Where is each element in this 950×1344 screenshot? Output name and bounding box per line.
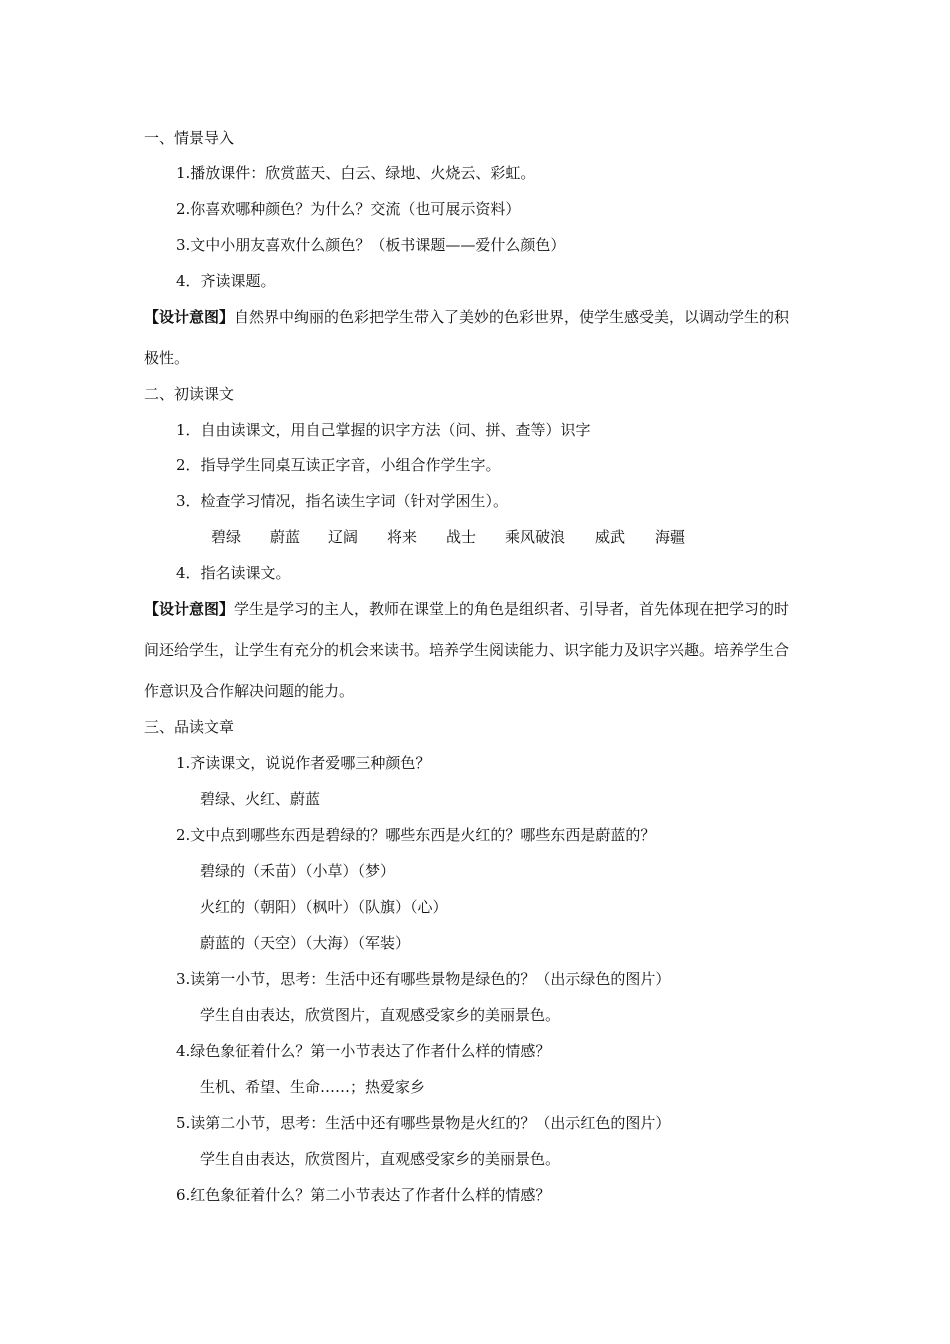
design-intent-2 [144, 599, 789, 619]
list-item: 4．齐读课题。 [176, 272, 276, 290]
list-item: 1.齐读课文，说说作者爱哪三种颜色？ [176, 754, 431, 772]
list-item: 6.红色象征着什么？第二小节表达了作者什么样的情感？ [176, 1186, 551, 1204]
design-intent-label: 【设计意图】 [144, 308, 235, 326]
list-item: 2.文中点到哪些东西是碧绿的？哪些东西是火红的？哪些东西是蔚蓝的？ [176, 826, 656, 844]
vocab-word: 辽阔 [328, 528, 359, 546]
list-item: 1．自由读课文，用自己掌握的识字方法（问、拼、查等）识字 [176, 421, 591, 439]
list-item: 4.绿色象征着什么？第一小节表达了作者什么样的情感？ [176, 1042, 551, 1060]
vocab-word: 战士 [446, 528, 477, 546]
design-intent-1 [144, 307, 789, 327]
answer-line: 蔚蓝的（天空）（大海）（军装） [200, 934, 411, 952]
answer-line: 生机、希望、生命……；热爱家乡 [200, 1078, 426, 1096]
list-item: 3.文中小朋友喜欢什么颜色？（板书课题——爱什么颜色） [176, 236, 566, 254]
answer-line: 碧绿的（禾苗）（小草）（梦） [200, 862, 396, 880]
answer-line: 碧绿、火红、蔚蓝 [200, 790, 321, 808]
list-item: 4．指名读课文。 [176, 564, 291, 582]
list-item: 1.播放课件：欣赏蓝天、白云、绿地、火烧云、彩虹。 [176, 164, 536, 182]
list-item: 2．指导学生同桌互读正字音，小组合作学生字。 [176, 456, 501, 474]
section-heading-2: 二、初读课文 [144, 385, 235, 403]
design-intent-text: 极性。 [144, 349, 190, 367]
list-item: 3．检查学习情况，指名读生字词（针对学困生）。 [176, 492, 509, 510]
vocab-word: 海疆 [655, 528, 686, 546]
answer-line: 火红的（朝阳）（枫叶）（队旗）（心） [200, 898, 448, 916]
design-intent-text: 间还给学生，让学生有充分的机会来读书。培养学生阅读能力、识字能力及识字兴趣。培养学生合 [144, 641, 790, 659]
section-heading-3: 三、品读文章 [144, 718, 235, 736]
vocab-word: 蔚蓝 [270, 528, 301, 546]
design-intent-text: 自然界中绚丽的色彩把学生带入了美妙的色彩世界，使学生感受美，以调动学生的积 [234, 308, 790, 326]
design-intent-text: 作意识及合作解决问题的能力。 [144, 682, 355, 700]
design-intent-text: 学生是学习的主人，教师在课堂上的角色是组织者、引导者，首先体现在把学习的时 [234, 600, 790, 618]
vocab-word: 将来 [387, 528, 418, 546]
list-item: 3.读第一小节，思考：生活中还有哪些景物是绿色的？（出示绿色的图片） [176, 970, 671, 988]
list-item: 2.你喜欢哪种颜色？为什么？交流（也可展示资料） [176, 200, 521, 218]
section-heading-1: 一、情景导入 [144, 129, 235, 147]
vocab-word: 碧绿 [211, 528, 242, 546]
design-intent-label: 【设计意图】 [144, 600, 235, 618]
list-item: 5.读第二小节，思考：生活中还有哪些景物是火红的？（出示红色的图片） [176, 1114, 671, 1132]
answer-line: 学生自由表达，欣赏图片，直观感受家乡的美丽景色。 [200, 1006, 561, 1024]
vocab-word: 威武 [595, 528, 626, 546]
answer-line: 学生自由表达，欣赏图片，直观感受家乡的美丽景色。 [200, 1150, 561, 1168]
vocab-word: 乘风破浪 [505, 528, 566, 546]
